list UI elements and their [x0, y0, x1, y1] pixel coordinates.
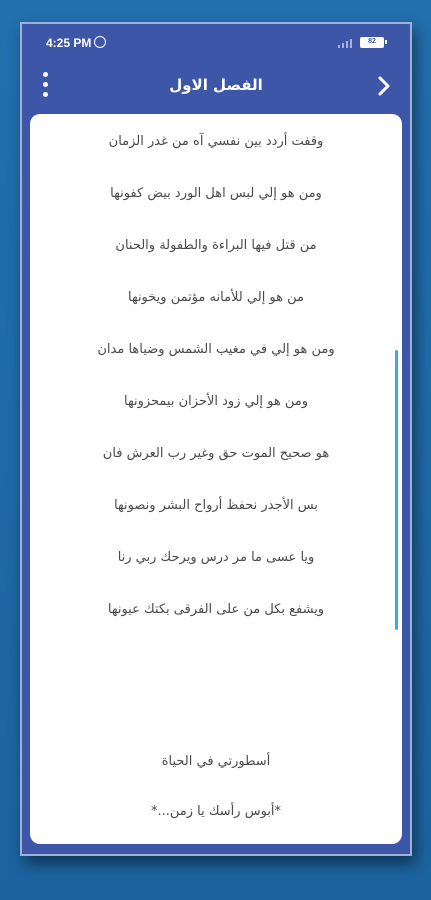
- poem-line: ومن هو إلي لبس اهل الورد بيض كفونها: [110, 186, 322, 201]
- status-bar: [22, 24, 410, 62]
- scrollbar[interactable]: [395, 350, 398, 630]
- app-bar: [22, 62, 410, 112]
- alarm-icon: [94, 36, 106, 48]
- battery-icon: 82: [360, 37, 384, 48]
- poem-line: من قتل فيها البراءة والطفولة والحنان: [115, 238, 317, 253]
- page-title: الفصل الاول: [169, 76, 263, 94]
- poem-line: بس الأجدر نحفظ أرواح البشر ونصونها: [114, 498, 318, 513]
- chevron-right-icon[interactable]: [372, 72, 396, 100]
- poem-line: وقفت أردد بين نفسي آه من غدر الزمان: [108, 134, 324, 149]
- status-time: 4:25 PM: [46, 36, 92, 50]
- poem-line: ومن هو إلي في مغيب الشمس وضياها مدان: [97, 342, 335, 357]
- poem-line: من هو إلي للأمانه مؤتمن ويخونها: [127, 290, 304, 305]
- footer-subtitle: *أبوس رأسك يا زمن...*: [150, 804, 282, 819]
- poem-line: ومن هو إلي زود الأحزان بيمحزونها: [124, 394, 308, 409]
- poem-line: ويا عسى ما مر درس ويرحك ربي رنا: [117, 550, 315, 565]
- poem-line: هو صحيح الموت حق وغير رب العرش فان: [102, 446, 330, 461]
- phone-frame: [20, 22, 412, 856]
- poem-line: ويشفع بكل من على الفرقى بكتك عيونها: [107, 602, 325, 617]
- footer-title: أسطورتي في الحياة: [161, 754, 271, 769]
- poem-card[interactable]: [30, 114, 402, 844]
- signal-icon: [338, 38, 356, 48]
